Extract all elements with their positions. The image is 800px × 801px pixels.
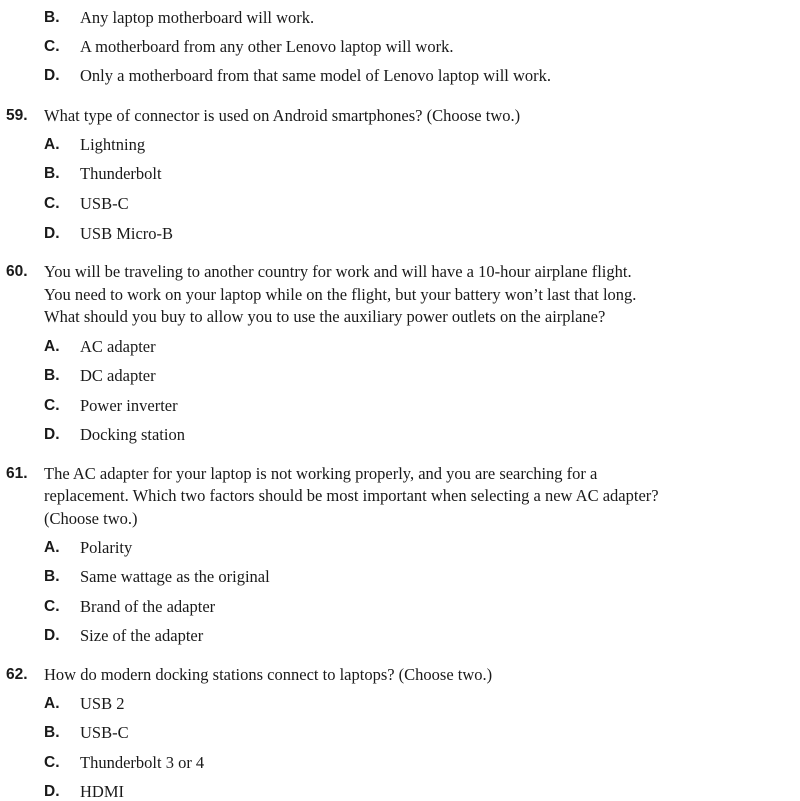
question-number: 59. [6, 107, 28, 124]
question-text-line-1: You will be traveling to another country for work and will have a 10-hour airplane flight. [44, 262, 632, 281]
option-text: A motherboard from any other Lenovo laptop will work. [80, 37, 454, 56]
question-text-line-1: The AC adapter for your laptop is not working properly, and you are searching for a [44, 464, 598, 483]
option-letter: B. [44, 165, 60, 182]
option-text: Docking station [80, 425, 185, 444]
option-text: Thunderbolt [80, 164, 162, 183]
option-letter: C. [44, 754, 60, 771]
option-letter: C. [44, 397, 60, 414]
question-text-line-2: replacement. Which two factors should be most important when selecting a new AC adapter? [44, 486, 659, 505]
option-letter: D. [44, 627, 60, 644]
question-text-line-3: What should you buy to allow you to use the auxiliary power outlets on the airplane? [44, 307, 606, 326]
option-text: Brand of the adapter [80, 597, 216, 616]
option-text: Lightning [80, 135, 146, 154]
option-letter: B. [44, 367, 60, 384]
option-letter: A. [44, 539, 60, 556]
question-number: 62. [6, 666, 28, 683]
option-text: Power inverter [80, 396, 178, 415]
option-letter: D. [44, 67, 60, 84]
option-text: USB Micro-B [80, 224, 174, 243]
option-text: DC adapter [80, 366, 156, 385]
option-letter: D. [44, 426, 60, 443]
option-letter: A. [44, 136, 60, 153]
option-letter: B. [44, 724, 60, 741]
option-text: HDMI [80, 782, 124, 801]
option-letter: D. [44, 225, 60, 242]
question-number: 60. [6, 263, 28, 280]
option-letter: A. [44, 695, 60, 712]
option-letter: C. [44, 38, 60, 55]
option-text: Any laptop motherboard will work. [80, 8, 315, 27]
question-text: What type of connector is used on Android smartphones? (Choose two.) [44, 106, 521, 125]
option-letter: C. [44, 195, 60, 212]
option-text: Only a motherboard from that same model of Lenovo laptop will work. [80, 66, 552, 85]
question-number: 61. [6, 465, 28, 482]
question-text-line-2: You need to work on your laptop while on the flight, but your battery won’t last that long. [44, 285, 637, 304]
option-text: USB 2 [80, 694, 125, 713]
option-letter: A. [44, 338, 60, 355]
option-text: Size of the adapter [80, 626, 204, 645]
option-text: AC adapter [80, 337, 156, 356]
question-text-line-3: (Choose two.) [44, 509, 138, 528]
option-text: USB-C [80, 194, 129, 213]
option-letter: B. [44, 568, 60, 585]
question-text: How do modern docking stations connect to laptops? (Choose two.) [44, 665, 493, 684]
option-letter: D. [44, 783, 60, 800]
option-letter: C. [44, 598, 60, 615]
option-text: USB-C [80, 723, 129, 742]
option-letter: B. [44, 9, 60, 26]
option-text: Thunderbolt 3 or 4 [80, 753, 205, 772]
option-text: Same wattage as the original [80, 567, 270, 586]
option-text: Polarity [80, 538, 133, 557]
